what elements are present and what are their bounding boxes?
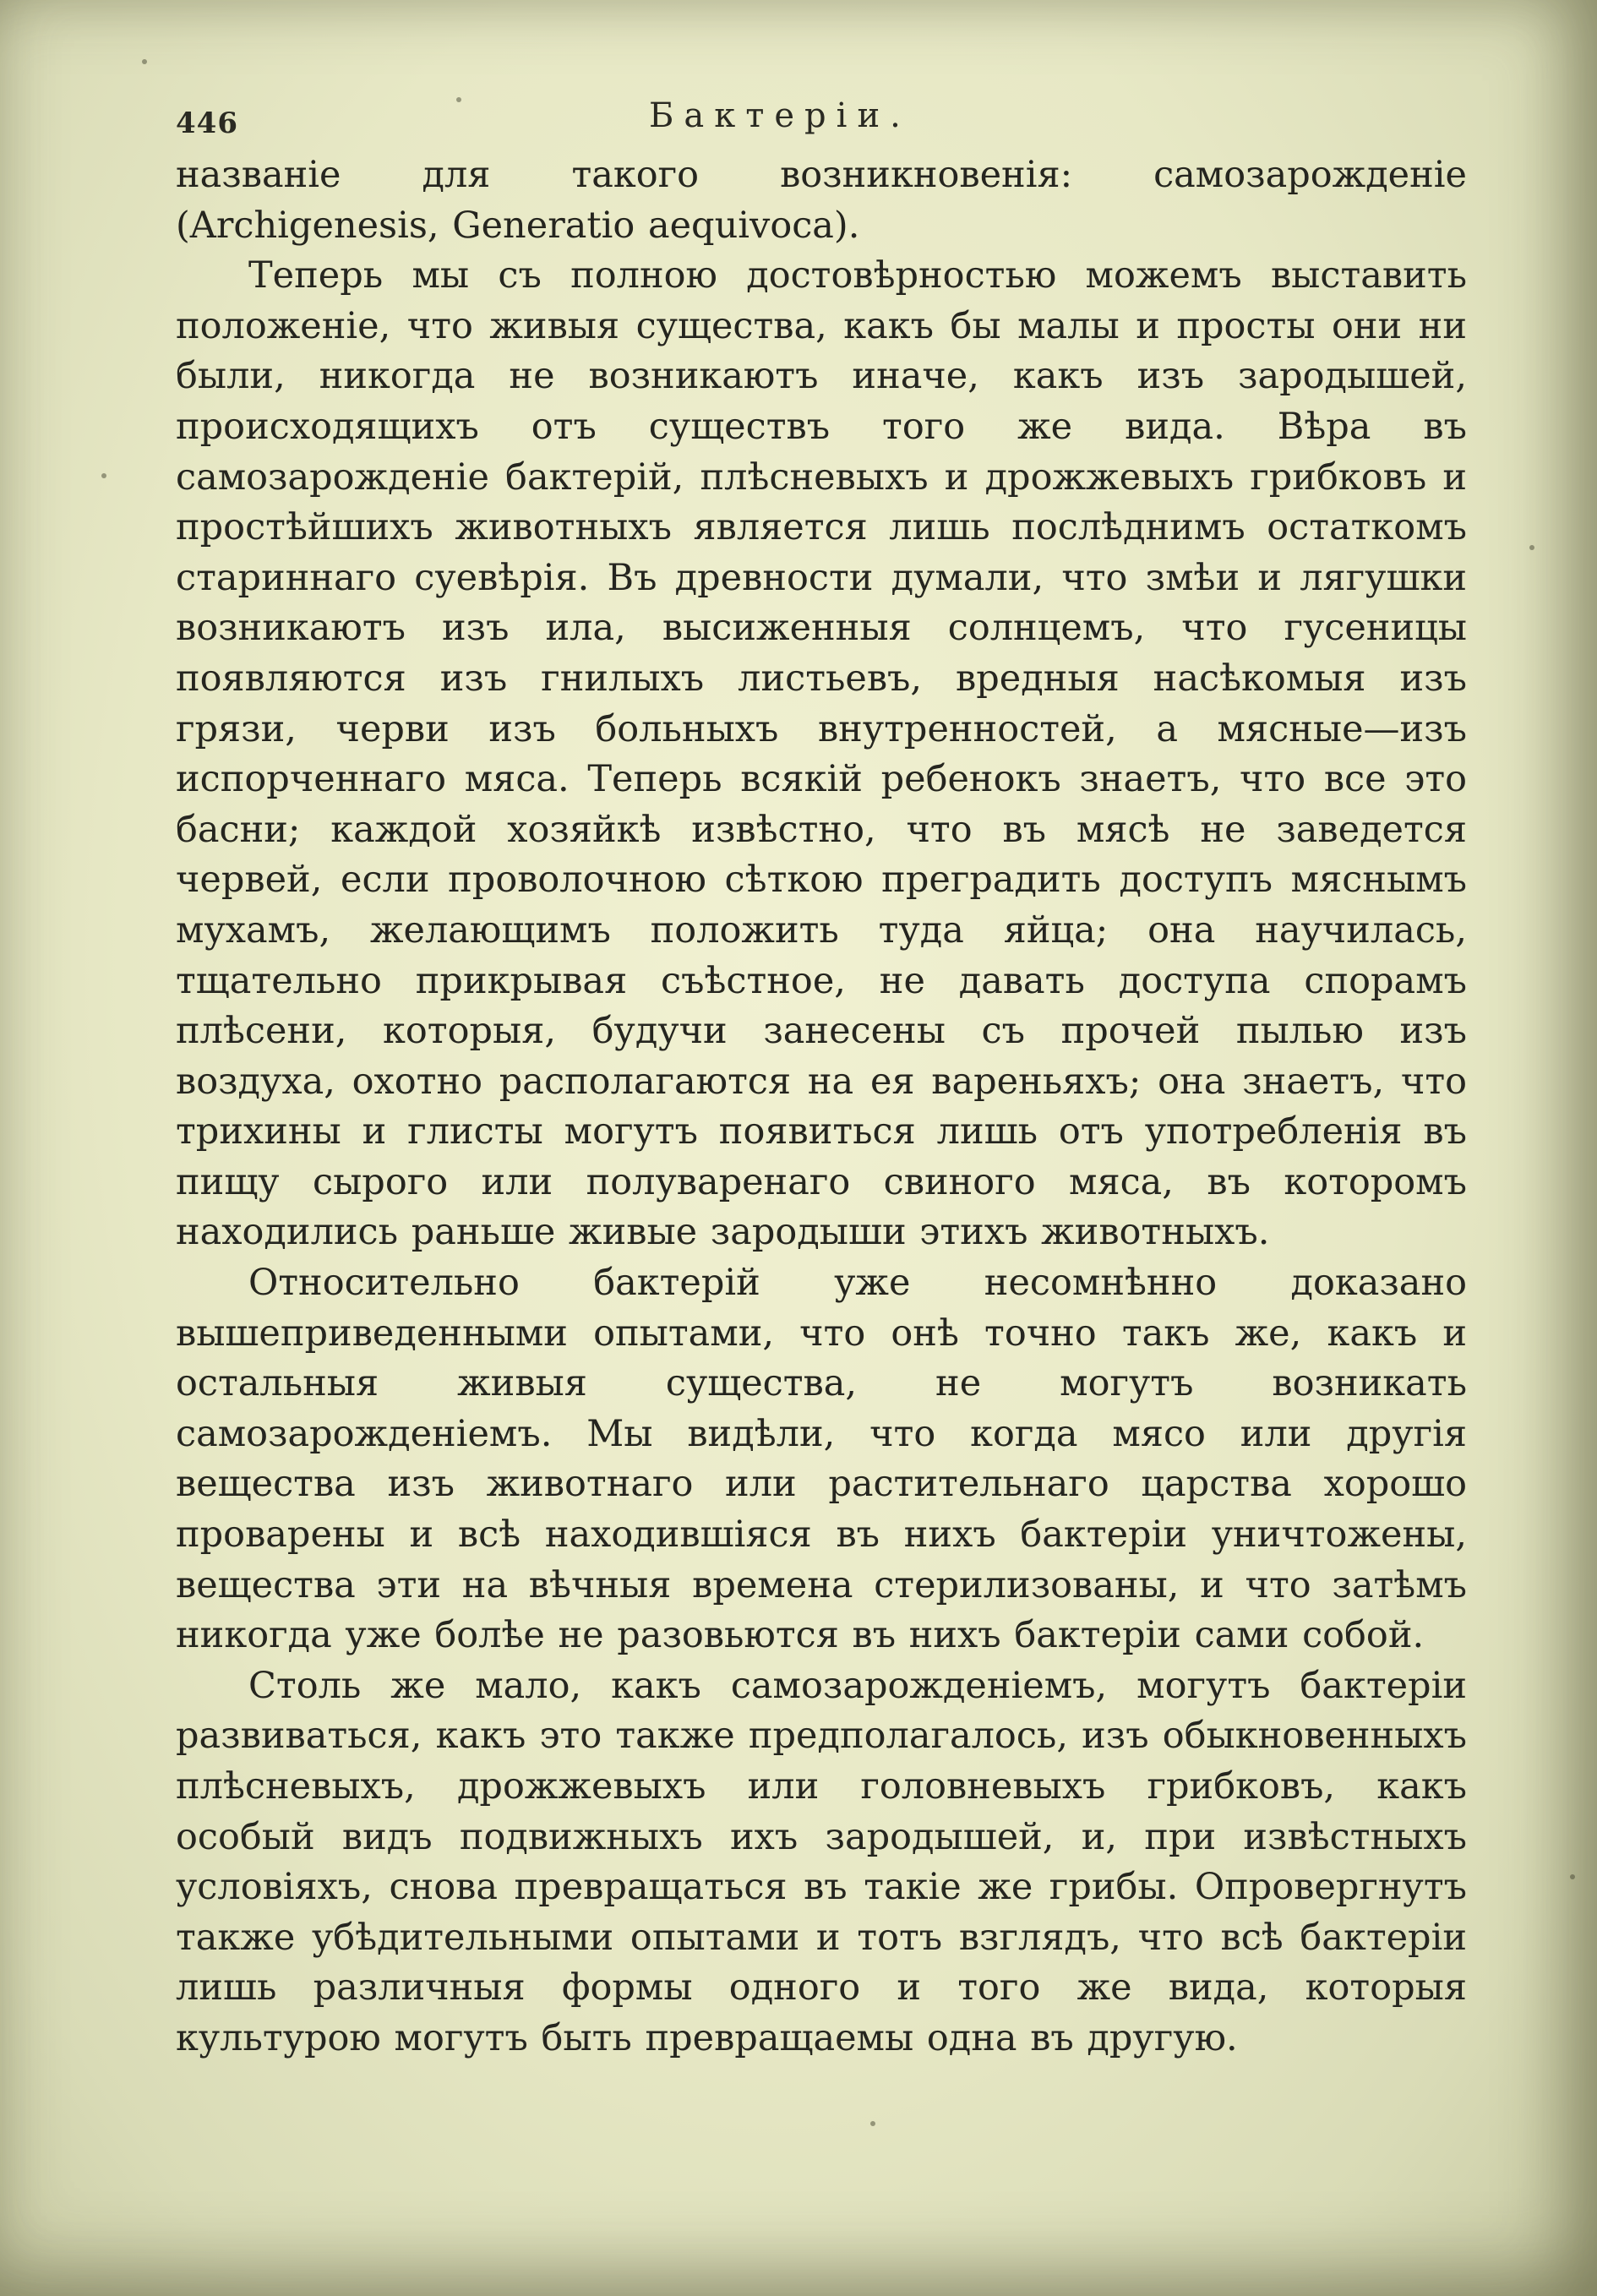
paragraph: Относительно бактерій уже несомнѣнно доказано вышеприведенными опытами, что онѣ точно такъ же, какъ и остальныя живыя существа, не могутъ возникать самозарожденіемъ. Мы видѣли, что когда мясо или другія вещества изъ животнаго или растительнаго царства хорошо проварены и всѣ находившіяся въ нихъ бактеріи уничтожены, вещества эти на вѣчныя времена стерилизованы, и что затѣмъ никогда уже болѣе не разовьются въ нихъ бактеріи сами собой. xyxy=(176,1262,1467,1657)
paper-speck xyxy=(1529,545,1534,550)
body-text xyxy=(176,150,1467,2064)
paper-speck xyxy=(456,97,461,102)
page-header xyxy=(176,91,1460,142)
page-number: 446 xyxy=(176,106,238,140)
paragraph: Столь же мало, какъ самозарожденіемъ, могутъ бактеріи развиваться, какъ это также предполагалось, изъ обыкновенныхъ плѣсневыхъ, дрожжевыхъ или головневыхъ грибковъ, какъ особый видъ подвижныхъ ихъ зародышей, и, при извѣстныхъ условіяхъ, снова превращаться въ такіе же грибы. Опровергнутъ также убѣдительными опытами и тотъ взглядъ, что всѣ бактеріи лишь различныя формы одного и того же вида, которыя культурою могутъ быть превращаемы одна въ другую. xyxy=(176,1664,1467,2059)
paper-speck xyxy=(142,59,147,64)
paper-speck xyxy=(1570,1874,1575,1879)
paragraph: Теперь мы съ полною достовѣрностью можемъ выставить положеніе, что живыя существа, какъ бы малы и просты они ни были, никогда не возникаютъ иначе, какъ изъ зародышей, происходящихъ отъ существъ того же вида. Вѣра въ самозарожденіе бактерій, плѣсневыхъ и дрожжевыхъ грибковъ и простѣйшихъ животныхъ является лишь послѣднимъ остаткомъ стариннаго суевѣрія. Въ древности думали, что змѣи и лягушки возникаютъ изъ ила, высиженныя солнцемъ, что гусеницы появляются изъ гнилыхъ листьевъ, вредныя насѣкомыя изъ грязи, черви изъ больныхъ внутренностей, а мясные—изъ испорченнаго мяса. Теперь всякій ребенокъ знаетъ, что все это басни; каждой хозяйкѣ извѣстно, что въ мясѣ не заведется червей, если проволочною сѣткою преградить доступъ мяснымъ мухамъ, желающимъ положить туда яйца; она научилась, тщательно прикрывая съѣстное, не давать доступа спорамъ плѣсени, которыя, будучи занесены съ прочей пылью изъ воздуха, охотно располагаются на ея вареньяхъ; она знаетъ, что трихины и глисты могутъ появиться лишь отъ употребленія въ пищу сырого или полуваренаго свиного мяса, въ которомъ находились раньше живые зародыши этихъ животныхъ. xyxy=(176,254,1467,1254)
running-head: Бактеріи. xyxy=(649,96,911,135)
paper-speck xyxy=(870,2121,875,2126)
paper-speck xyxy=(101,473,106,478)
paragraph-continued: названіе для такого возникновенія: самозарожденіе (Archigenesis, Generatio aequivoca). xyxy=(176,154,1467,247)
